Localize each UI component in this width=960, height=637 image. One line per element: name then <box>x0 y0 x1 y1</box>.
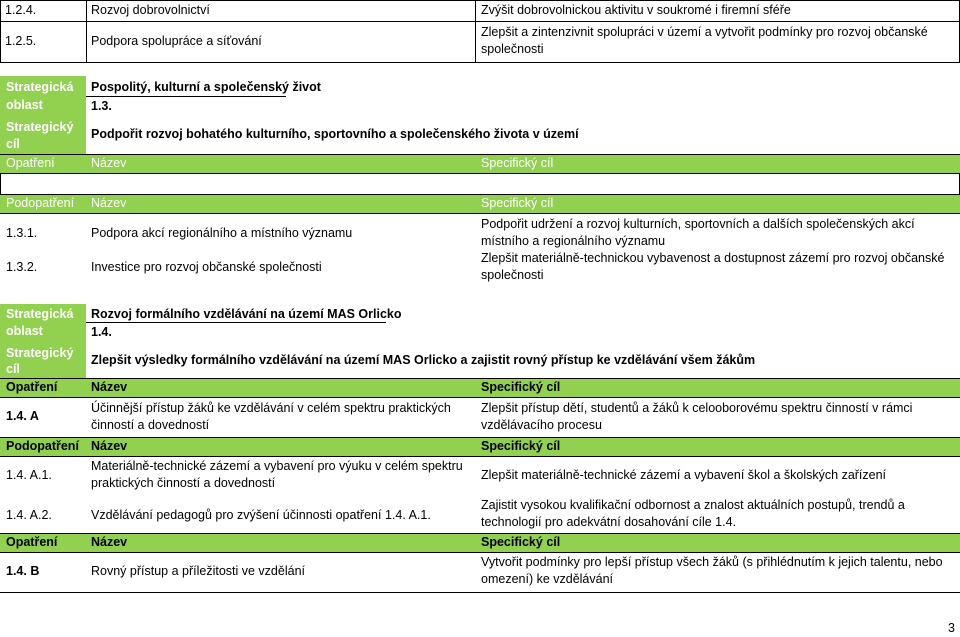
measure-goal: Vytvořit podmínky pro lepší přístup všech žáků (s přihlédnutím k jejich talentu, nebo omezení) ke vzdělávání <box>481 555 943 586</box>
submeasure-header-bg <box>0 194 960 213</box>
header-submeasure: Podopatření <box>6 439 79 453</box>
row-code: 1.2.4. <box>5 3 37 17</box>
header-goal: Specifický cíl <box>481 156 554 170</box>
area-code: 1.4. <box>91 325 112 339</box>
measure-code: 1.4. A <box>6 409 39 423</box>
header-name: Název <box>91 196 127 210</box>
table-row-name: Vzdělávání pedagogů pro zvýšení účinnosti opatření 1.4. A.1. <box>91 508 431 522</box>
table-row-code: 1.3.2. <box>6 260 38 274</box>
goal-label: cíl <box>6 362 20 376</box>
goal-value: Zlepšit výsledky formálního vzdělávání na území MAS Orlicko a zajistit rovný přístup ke vzdělávání všem žákům <box>91 353 756 367</box>
row-goal: Zlepšit a zintenzivnit spolupráci v území a vytvořit podmínky pro rozvoj občanské společnosti <box>481 25 928 56</box>
table-row-code: 1.4. A.1. <box>6 468 52 482</box>
table-row-goal: Zlepšit materiálně-technické zázemí a vybavení škol a školských zařízení <box>481 468 887 482</box>
table-row-goal: Podpořit udržení a rozvoj kulturních, sportovních a dalších společenských akcí místního a regionálního významu <box>481 217 915 248</box>
area-value: Rozvoj formálního vzdělávání na území MAS Orlicko <box>91 307 402 321</box>
header-submeasure: Podopatření <box>6 196 75 210</box>
row-name: Podpora spolupráce a síťování <box>91 34 262 48</box>
area-label: Strategická <box>6 80 74 94</box>
table-row-name: Investice pro rozvoj občanské společnosti <box>91 260 322 274</box>
goal-label: Strategický <box>6 120 74 134</box>
table-row-code: 1.4. A.2. <box>6 508 52 522</box>
measure-goal: Zlepšit přístup dětí, studentů a žáků k celooborovému spektru činností v rámci vzdělávacího procesu <box>481 401 913 432</box>
table-row-goal: Zajistit vysokou kvalifikační odbornost a znalost aktuálních postupů, trendů a technologií pro adekvátní dosahování cíle 1.4. <box>481 498 905 529</box>
table-row-code: 1.3.1. <box>6 226 38 240</box>
measure-name: Účinnější přístup žáků ke vzdělávání v celém spektru praktických činností a dovedností <box>91 401 451 432</box>
goal-label: Strategický <box>6 346 74 360</box>
header-name: Název <box>91 156 127 170</box>
area-label: oblast <box>6 324 43 338</box>
area-label: oblast <box>6 98 43 112</box>
area-label: Strategická <box>6 307 74 321</box>
header-measure: Opatření <box>6 535 58 549</box>
measure-code: 1.4. B <box>6 564 40 578</box>
header-name: Název <box>91 535 128 549</box>
header-name: Název <box>91 380 128 394</box>
measure-header-bg <box>0 154 960 173</box>
row-name: Rozvoj dobrovolnictví <box>91 3 210 17</box>
header-name: Název <box>91 439 128 453</box>
header-measure: Opatření <box>6 380 58 394</box>
measure-name: Rovný přístup a příležitosti ve vzdělání <box>91 564 305 578</box>
table-row-name: Materiálně-technické zázemí a vybavení pro výuku v celém spektru praktických činností a dovedností <box>91 459 463 490</box>
header-goal: Specifický cíl <box>481 196 554 210</box>
header-measure: Opatření <box>6 156 55 170</box>
goal-value: Podpořit rozvoj bohatého kulturního, sportovního a společenského života v území <box>91 127 579 141</box>
header-goal: Specifický cíl <box>481 439 561 453</box>
page-number: 3 <box>948 621 955 635</box>
header-goal: Specifický cíl <box>481 535 561 549</box>
goal-label: cíl <box>6 137 20 151</box>
table-row-goal: Zlepšit materiálně-technickou vybavenost a dostupnost zázemí pro rozvoj občanské společnosti <box>481 251 945 282</box>
measure-header-bg <box>0 533 960 552</box>
area-value: Pospolitý, kulturní a společenský život <box>91 80 321 94</box>
submeasure-header-bg <box>0 437 960 456</box>
row-code: 1.2.5. <box>5 34 37 48</box>
row-goal: Zvýšit dobrovolnickou aktivitu v soukromé i firemní sféře <box>481 3 791 17</box>
area-code: 1.3. <box>91 99 112 113</box>
measure-header-bg <box>0 378 960 397</box>
table-row-name: Podpora akcí regionálního a místního významu <box>91 226 353 240</box>
header-goal: Specifický cíl <box>481 380 561 394</box>
